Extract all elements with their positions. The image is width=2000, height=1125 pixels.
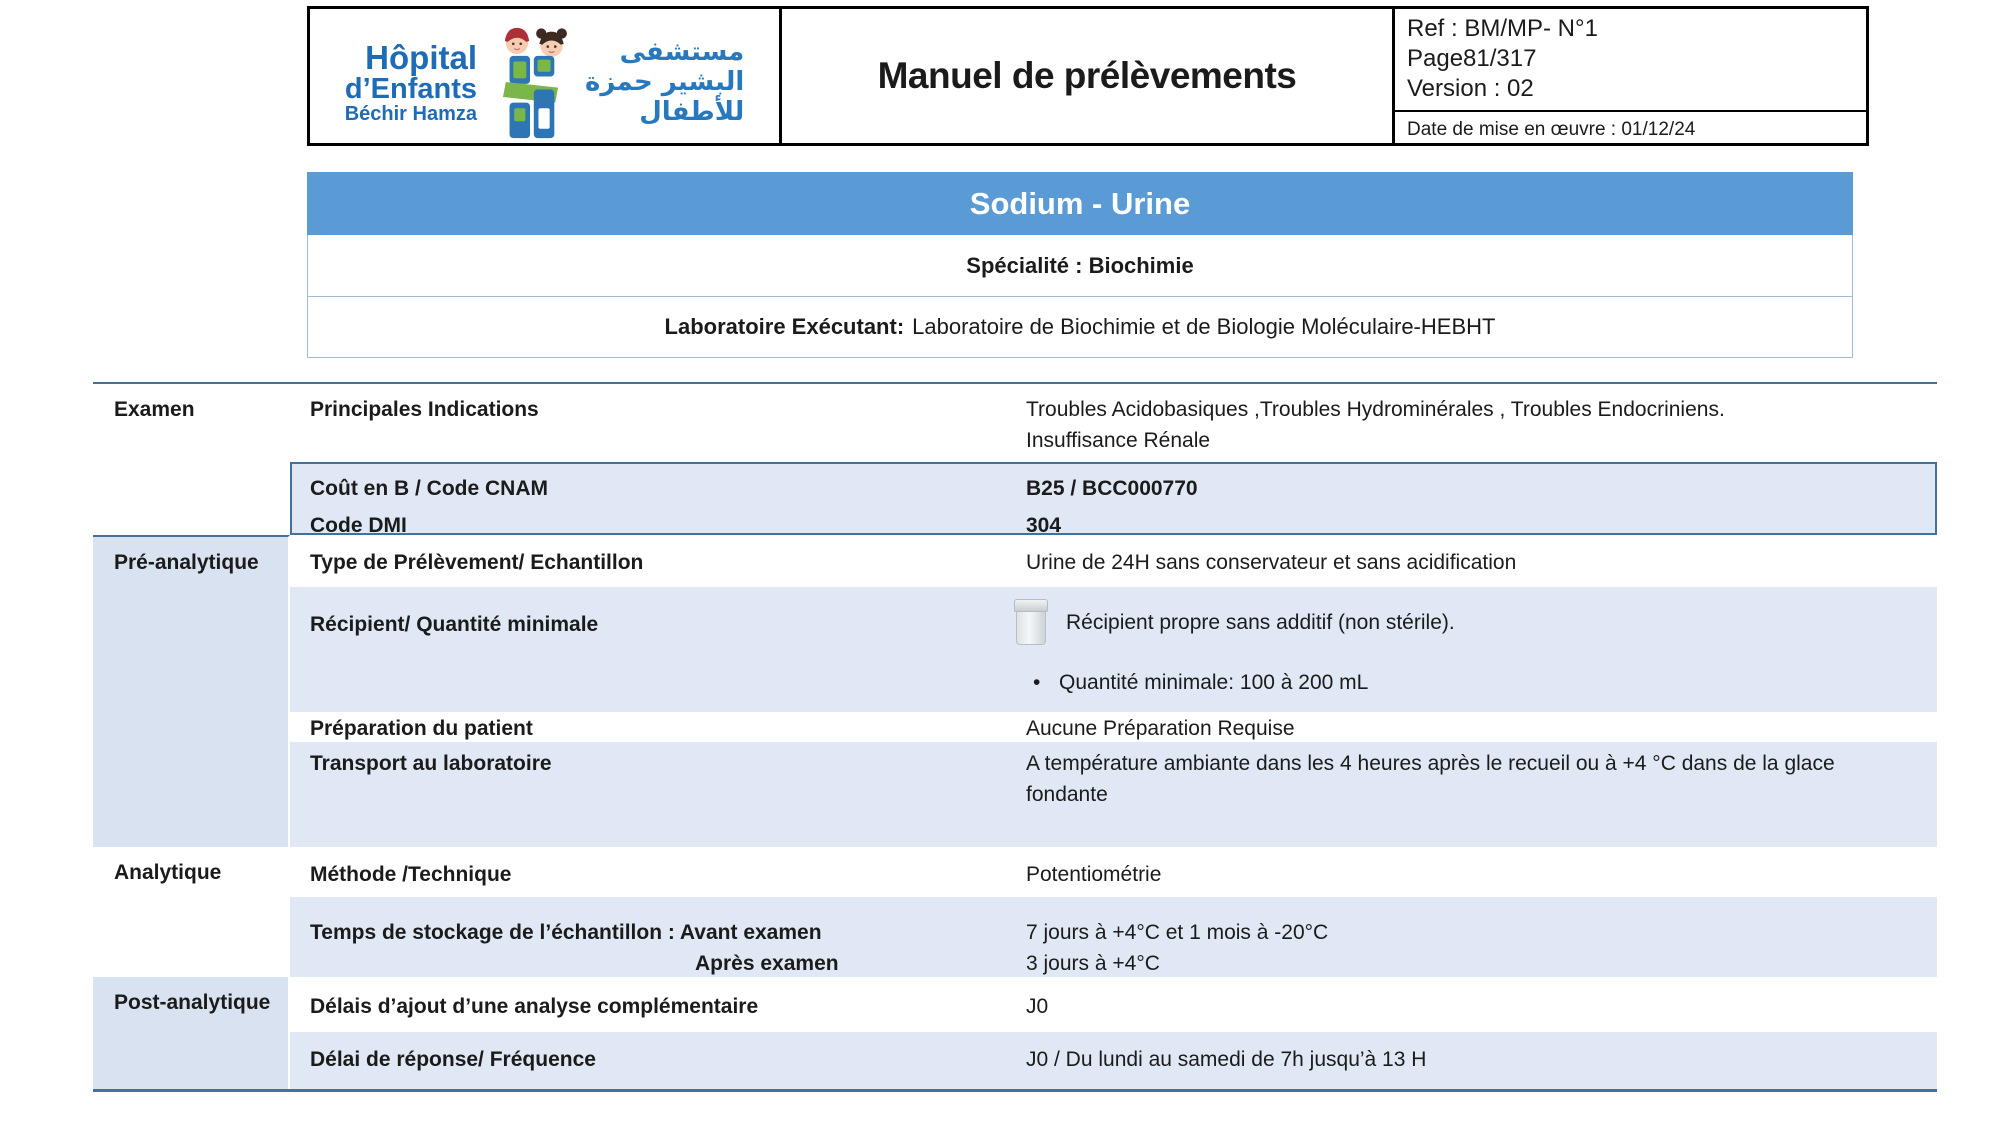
- executing-lab-value: Laboratoire de Biochimie et de Biologie Moléculaire-HEBHT: [912, 314, 1496, 339]
- executing-lab-row: [308, 297, 1852, 357]
- reference-number: Ref : BM/MP- N°1: [1407, 15, 1598, 42]
- methode-label: Méthode /Technique: [310, 863, 512, 886]
- methode-value: Potentiométrie: [1026, 863, 1162, 886]
- quantity-bullet: • Quantité minimale: 100 à 200 mL: [1026, 667, 1913, 698]
- reference-info: [1395, 9, 1866, 112]
- version-number: Version : 02: [1407, 75, 1534, 102]
- implementation-date: Date de mise en œuvre : 01/12/24: [1407, 119, 1696, 140]
- hospital-logo-emblem-icon: [489, 24, 573, 142]
- type-prelevement-value: Urine de 24H sans conservateur et sans acidification: [1026, 551, 1517, 574]
- stockage-value-line2: 3 jours à +4°C: [1026, 952, 1160, 975]
- logo-text-line: البشير حمزة: [585, 67, 745, 98]
- code-dmi-label: Code DMI: [310, 514, 407, 537]
- logo-text-line: للأطفال: [639, 96, 745, 127]
- hospital-logo-french-text: [345, 41, 477, 125]
- recipient-line: [1026, 599, 1913, 645]
- transport-value: A température ambiante dans les 4 heures après le recueil ou à +4 °C dans de la glace fondante: [1026, 752, 1835, 806]
- delai-reponse-label: Délai de réponse/ Fréquence: [290, 1032, 1026, 1089]
- logo-text-line: Béchir Hamza: [344, 103, 477, 126]
- logo-text-line: Hôpital: [365, 39, 477, 77]
- executing-lab-label: Laboratoire Exécutant:: [664, 314, 905, 339]
- document-reference-box: [1395, 9, 1866, 143]
- transport-label: Transport au laboratoire: [290, 742, 1026, 847]
- code-dmi-value: 304: [1026, 514, 1062, 537]
- specimen-table: [93, 382, 1937, 1092]
- preparation-label: Préparation du patient: [310, 717, 533, 740]
- section-examen: Examen: [93, 384, 290, 535]
- document-header: [307, 6, 1869, 146]
- stockage-label-cell: [290, 897, 1026, 977]
- hospital-logo-arabic-text: [585, 38, 744, 128]
- logo-text-line: d’Enfants: [344, 72, 477, 105]
- indications-value: [1026, 384, 1937, 462]
- preparation-value: Aucune Préparation Requise: [1026, 717, 1295, 740]
- cout-label: Coût en B / Code CNAM: [310, 477, 548, 500]
- delai-ajout-label: Délais d’ajout d’une analyse complémentaire: [310, 995, 759, 1018]
- stockage-label-line2: Après examen: [695, 952, 839, 975]
- indications-line2: Insuffisance Rénale: [1026, 429, 1211, 452]
- document-title: Manuel de prélèvements: [782, 9, 1395, 143]
- recipient-label: Récipient/ Quantité minimale: [290, 587, 1026, 712]
- type-prelevement-label: Type de Prélèvement/ Echantillon: [310, 551, 644, 574]
- specialty-row: Spécialité : Biochimie: [308, 235, 1852, 297]
- section-pre-analytique: Pré-analytique: [93, 535, 290, 847]
- indications-line1: Troubles Acidobasiques ,Troubles Hydrominérales , Troubles Endocriniens.: [1026, 398, 1725, 421]
- recipient-value: Récipient propre sans additif (non stérile).: [1066, 610, 1455, 634]
- stockage-value-cell: [1026, 897, 1937, 977]
- delai-ajout-value: J0: [1026, 995, 1049, 1018]
- section-analytique: Analytique: [93, 847, 290, 977]
- logo-text-line: مستشفى: [619, 37, 745, 68]
- delai-reponse-value: J0 / Du lundi au samedi de 7h jusqu’à 13 H: [1026, 1032, 1937, 1089]
- container-lid: [1014, 599, 1048, 612]
- cout-value: B25 / BCC000770: [1026, 477, 1198, 500]
- page-number: Page81/317: [1407, 45, 1537, 72]
- indications-label: Principales Indications: [310, 398, 539, 421]
- recipient-value-cell: [1026, 587, 1937, 712]
- cost-code-block: [290, 462, 1937, 535]
- container-body: [1016, 612, 1046, 645]
- stockage-value-line1: 7 jours à +4°C et 1 mois à -20°C: [1026, 921, 1329, 944]
- urine-container-image: [1012, 599, 1050, 645]
- test-name-banner: Sodium - Urine: [307, 172, 1853, 235]
- hospital-logo: [310, 9, 782, 143]
- section-post-analytique: Post-analytique: [93, 977, 290, 1089]
- stockage-label-line1: Temps de stockage de l’échantillon : Avant examen: [310, 921, 822, 944]
- transport-value-cell: [1026, 742, 1937, 847]
- test-info-box: [307, 235, 1853, 358]
